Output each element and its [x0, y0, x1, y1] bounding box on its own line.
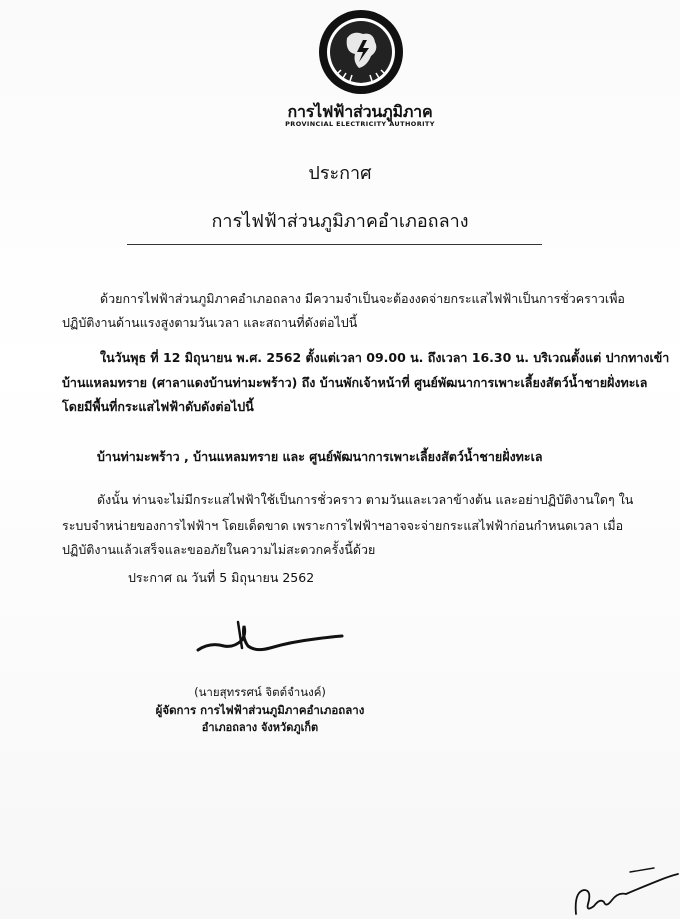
- paragraph-1-line-1: ด้วยการไฟฟ้าส่วนภูมิภาคอำเภอถลาง มีความจำเป็นจะต้องงดจ่ายกระแสไฟฟ้าเป็นการชั่วคราวเพื่อ: [100, 291, 625, 306]
- pea-seal-logo: [317, 8, 405, 96]
- org-name-english: PROVINCIAL ELECTRICITY AUTHORITY: [285, 120, 435, 128]
- handwritten-initials: [570, 862, 680, 919]
- affected-areas-line: บ้านท่ามะพร้าว , บ้านแหลมทราย และ ศูนย์พัฒนาการเพาะเลี้ยงสัตว์น้ำชายฝั่งทะเล: [97, 449, 543, 464]
- signer-name: (นายสุทรรศน์ จิตต์จำนงค์): [194, 685, 326, 699]
- paragraph-1-line-2: ปฏิบัติงานด้านแรงสูงตามวันเวลา และสถานที่ดังต่อไปนี้: [62, 315, 358, 330]
- issuing-office-heading: การไฟฟ้าส่วนภูมิภาคอำเภอถลาง: [211, 211, 469, 232]
- announcement-heading: ประกาศ: [308, 163, 372, 184]
- paragraph-4-line-1: ดังนั้น ท่านจะไม่มีกระแสไฟฟ้าใช้เป็นการชั่วคราว ตามวันและเวลาข้างต้น และอย่าปฏิบัติงานใดๆ ใน: [97, 492, 634, 507]
- announcement-date: ประกาศ ณ วันที่ 5 มิถุนายน 2562: [128, 570, 315, 585]
- paragraph-2-line-2: บ้านแหลมทราย (ศาลาแดงบ้านท่ามะพร้าว) ถึง บ้านพักเจ้าหน้าที่ ศูนย์พัฒนาการเพาะเลี้ยงสัตว์น้ำชายฝั่งทะเล: [62, 375, 648, 390]
- paragraph-2-line-1: ในวันพุธ ที่ 12 มิถุนายน พ.ศ. 2562 ตั้งแต่เวลา 09.00 น. ถึงเวลา 16.30 น. บริเวณตั้งแต่ ปากทางเข้า: [100, 350, 670, 365]
- paragraph-4-line-2: ระบบจำหน่ายของการไฟฟ้าฯ โดยเด็ดขาด เพราะการไฟฟ้าฯอาจจะจ่ายกระแสไฟฟ้าก่อนกำหนดเวลา เมื่อ: [62, 518, 624, 533]
- signer-title: ผู้จัดการ การไฟฟ้าส่วนภูมิภาคอำเภอถลาง: [155, 703, 365, 717]
- org-name-thai: การไฟฟ้าส่วนภูมิภาค: [287, 102, 433, 121]
- handwritten-signature: [190, 612, 350, 662]
- heading-divider: [127, 244, 542, 245]
- signer-area: อำเภอถลาง จังหวัดภูเก็ต: [201, 721, 319, 734]
- paragraph-4-line-3: ปฏิบัติงานแล้วเสร็จและขออภัยในความไม่สะดวกครั้งนี้ด้วย: [62, 542, 376, 557]
- paragraph-2-line-3: โดยมีพื้นที่กระแสไฟฟ้าดับดังต่อไปนี้: [62, 399, 254, 414]
